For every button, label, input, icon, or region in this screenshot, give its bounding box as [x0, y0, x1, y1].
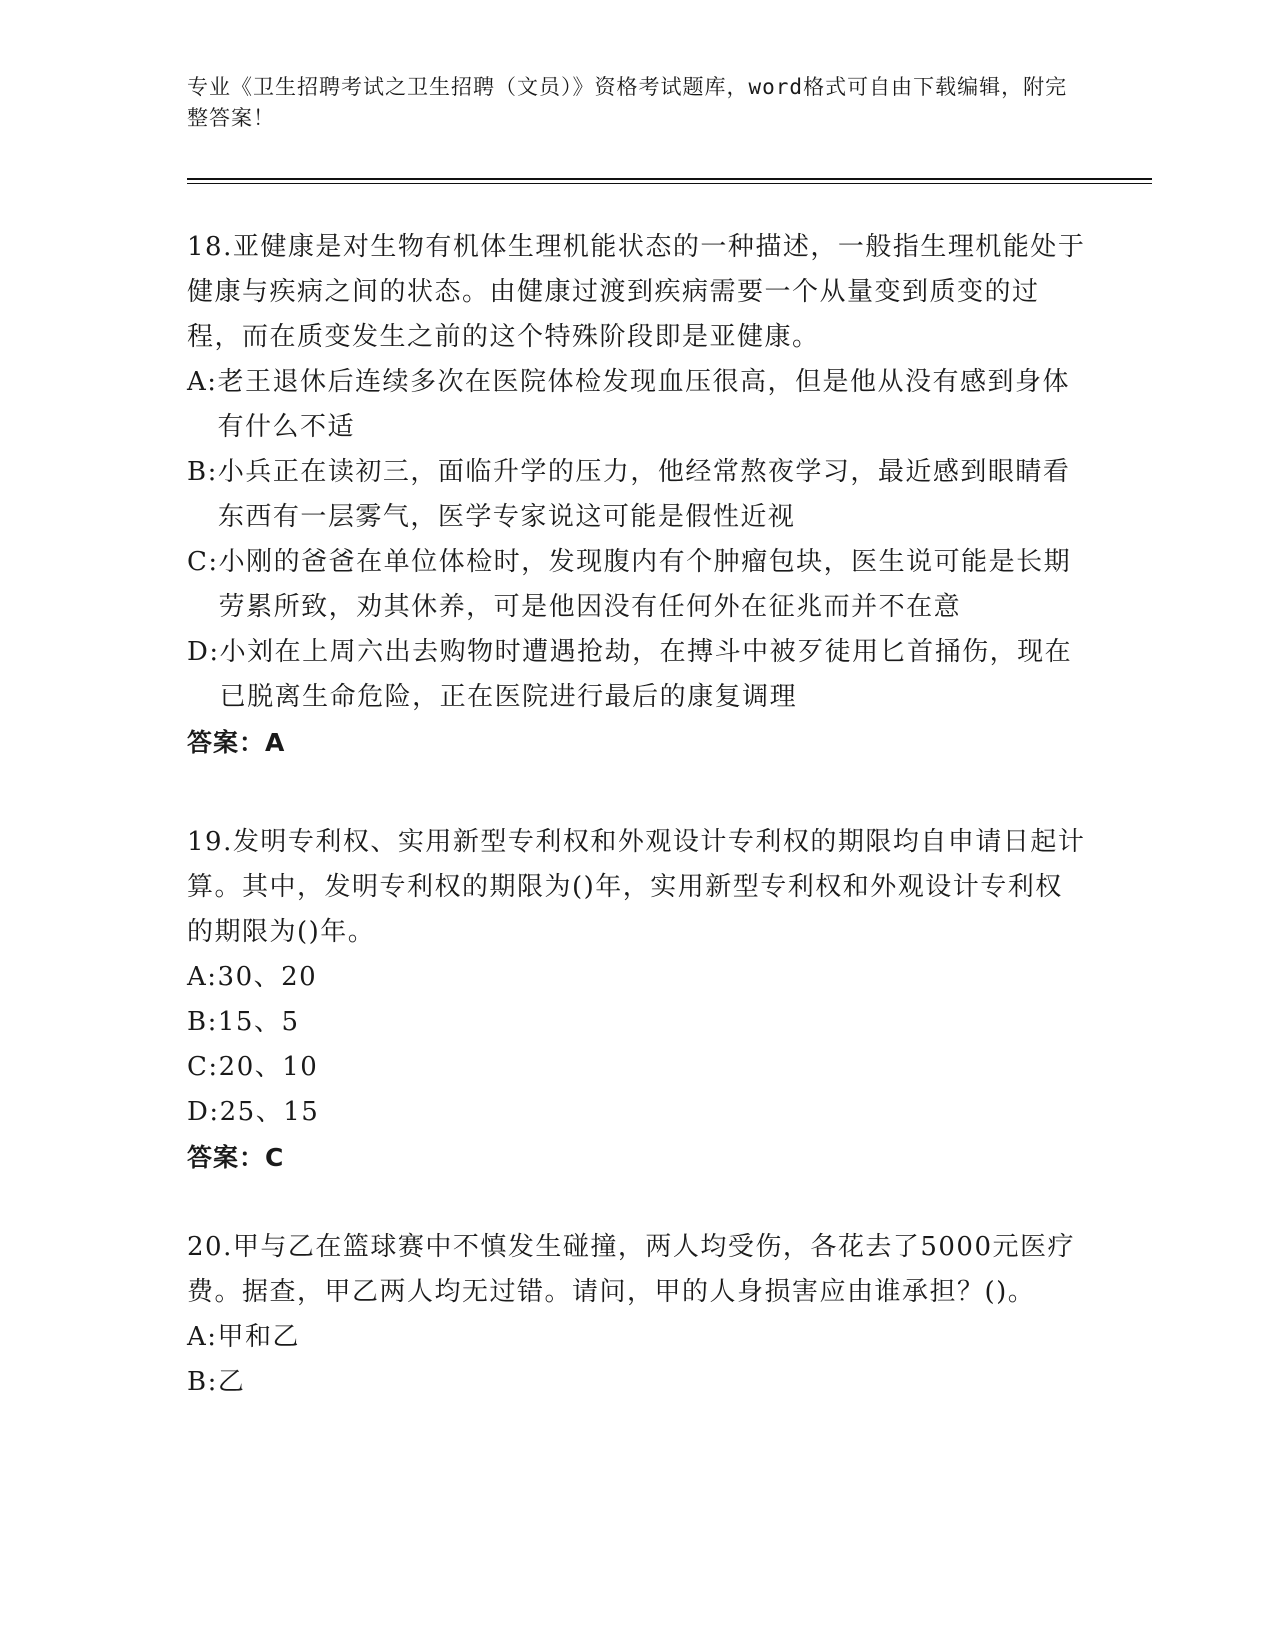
option-b — [187, 1360, 1087, 1405]
option-text: 15、5 — [217, 1007, 300, 1037]
answer-line: 答案：A — [187, 728, 286, 757]
option-letter: C: — [187, 1052, 219, 1082]
option-text: 小刚的爸爸在单位体检时，发现腹内有个肿瘤包块，医生说可能是长期劳累所致，劝其休养，可是他因没有任何外在征兆而并不在意 — [218, 547, 1072, 622]
answer-line: 答案：C — [187, 1143, 285, 1172]
option-letter: A: — [187, 367, 218, 397]
header-divider-thin — [187, 183, 1152, 184]
option-d — [187, 1090, 1087, 1135]
option-letter: D: — [187, 1097, 220, 1127]
option-c — [187, 540, 1087, 630]
option-letter: B: — [187, 1367, 218, 1397]
option-b — [187, 1000, 1087, 1045]
option-a — [187, 955, 1087, 1000]
question-text: 19.发明专利权、实用新型专利权和外观设计专利权的期限均自申请日起计算。其中，发明专利权的期限为()年，实用新型专利权和外观设计专利权的期限为()年。 — [187, 827, 1086, 947]
option-letter: A: — [187, 962, 218, 992]
option-d — [187, 630, 1087, 720]
option-c — [187, 1045, 1087, 1090]
option-text: 甲和乙 — [217, 1322, 301, 1352]
option-letter: D: — [187, 637, 220, 667]
option-letter: C: — [187, 547, 219, 577]
option-text: 20、10 — [218, 1052, 319, 1082]
question-18 — [187, 225, 1087, 765]
question-19 — [187, 820, 1087, 1180]
option-text: 30、20 — [217, 962, 318, 992]
option-letter: B: — [187, 1007, 218, 1037]
option-b — [187, 450, 1087, 540]
question-20 — [187, 1225, 1087, 1405]
option-text: 小兵正在读初三，面临升学的压力，他经常熬夜学习，最近感到眼睛看东西有一层雾气，医学专家说这可能是假性近视 — [217, 457, 1071, 532]
page-header: 专业《卫生招聘考试之卫生招聘（文员）》资格考试题库，word格式可自由下载编辑，附完整答案！ — [187, 75, 1068, 130]
option-letter: B: — [187, 457, 218, 487]
header-divider — [187, 178, 1152, 180]
option-text: 老王退休后连续多次在医院体检发现血压很高，但是他从没有感到身体有什么不适 — [217, 367, 1071, 442]
option-letter: A: — [187, 1322, 218, 1352]
question-text: 20.甲与乙在篮球赛中不慎发生碰撞，两人均受伤，各花去了5000元医疗费。据查，甲乙两人均无过错。请问，甲的人身损害应由谁承担？()。 — [187, 1232, 1076, 1307]
option-a — [187, 360, 1087, 450]
question-text: 18.亚健康是对生物有机体生理机能状态的一种描述，一般指生理机能处于健康与疾病之间的状态。由健康过渡到疾病需要一个从量变到质变的过程，而在质变发生之前的这个特殊阶段即是亚健康。 — [187, 232, 1086, 352]
option-text: 乙 — [217, 1367, 246, 1397]
option-a — [187, 1315, 1087, 1360]
option-text: 小刘在上周六出去购物时遭遇抢劫，在搏斗中被歹徒用匕首捅伤，现在已脱离生命危险，正在医院进行最后的康复调理 — [219, 637, 1073, 712]
option-text: 25、15 — [219, 1097, 320, 1127]
